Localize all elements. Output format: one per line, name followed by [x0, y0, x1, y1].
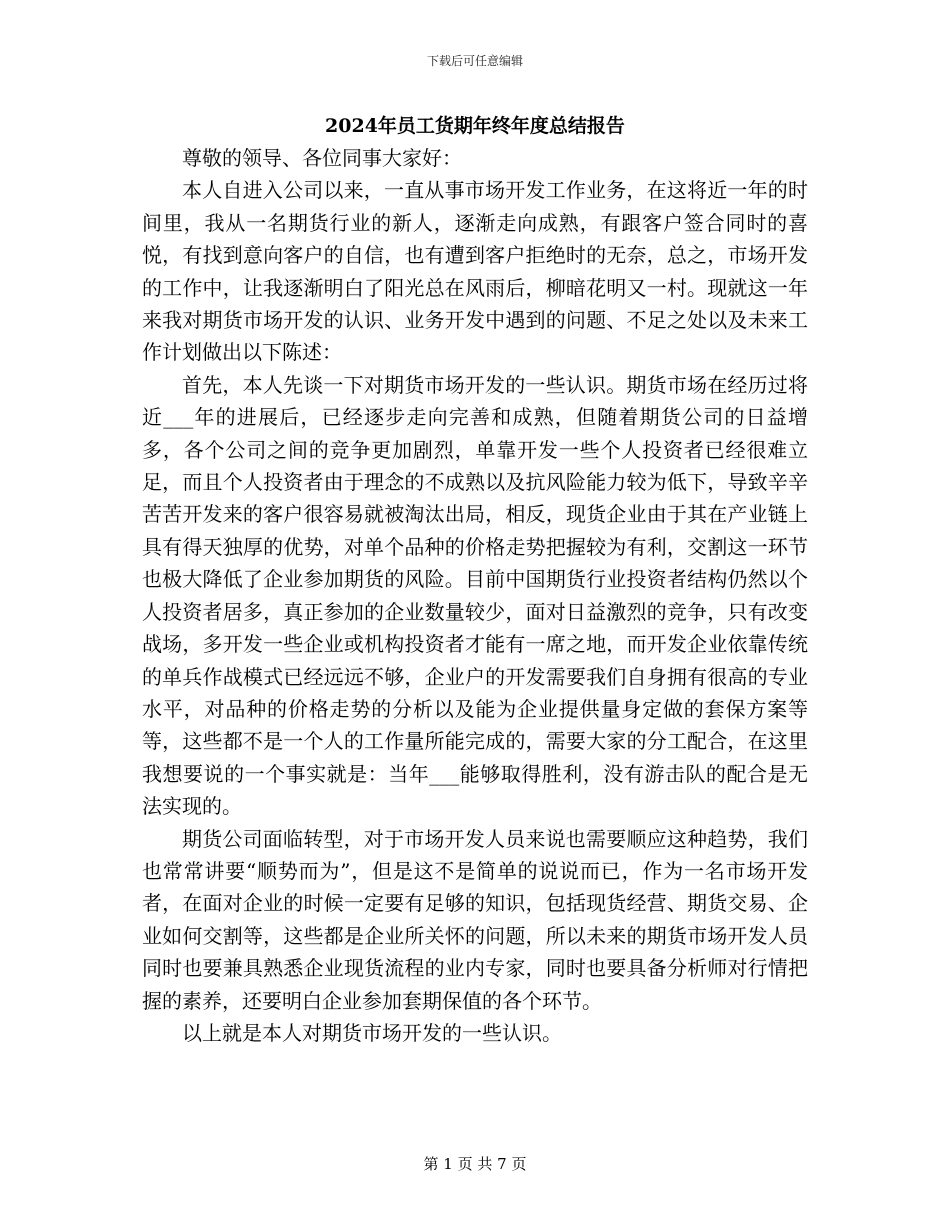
paragraph-conclusion: 以上就是本人对期货市场开发的一些认识。 — [182, 1020, 562, 1045]
page-number: 第 1 页 共 7 页 — [423, 1155, 527, 1173]
header-note: 下载后可任意编辑 — [426, 54, 523, 68]
paragraph-market-understanding: 首先，本人先谈一下对期货市场开发的一些认识。期货市场在经历过将近___年的进展后，已经逐步走向完善和成熟，但随着期货公司的日益增多，各个公司之间的竞争更加剧烈，单靠开发一些个人投资者已经很难立足，而且个人投资者由于理念的不成熟以及抗风险能力较为低下，导致辛辛苦苦开发来的客户很容易就被淘汰出局，相反，现货企业由于其在产业链上具有得天独厚的优势，对单个品种的价格走势把握较为有利，交割这一环节也极大降低了企业参加期货的风险。目前中国期货行业投资者结构仍然以个人投资者居多，真正参加的企业数量较少，面对日益激烈的竞争，只有改变战场，多开发一些企业或机构投资者才能有一席之地，而开发企业依靠传统的单兵作战模式已经远远不够，企业户的开发需要我们自身拥有很高的专业水平，对品种的价格走势的分析以及能为企业提供量身定做的套保方案等等，这些都不是一个人的工作量所能完成的，需要大家的分工配合，在这里我想要说的一个事实就是：当年___能够取得胜利，没有游击队的配合是无法实现的。 — [142, 372, 808, 819]
paragraph-intro: 本人自进入公司以来，一直从事市场开发工作业务，在这将近一年的时间里，我从一名期货行业的新人，逐渐走向成熟，有跟客户签合同时的喜悦，有找到意向客户的自信，也有遭到客户拒绝时的无奈，总之，市场开发的工作中，让我逐渐明白了阳光总在风雨后，柳暗花明又一村。现就这一年来我对期货市场开发的认识、业务开发中遇到的问题、不足之处以及未来工作计划做出以下陈述： — [142, 178, 808, 365]
paragraph-transformation: 期货公司面临转型，对于市场开发人员来说也需要顺应这种趋势，我们也常常讲要“顺势而为”，但是这不是简单的说说而已，作为一名市场开发者，在面对企业的时候一定要有足够的知识，包括现货经营、期货交易、企业如何交割等，这些都是企业所关怀的问题，所以未来的期货市场开发人员同时也要兼具熟悉企业现货流程的业内专家，同时也要具备分析师对行情把握的素养，还要明白企业参加套期保值的各个环节。 — [142, 826, 808, 1013]
document-body — [142, 142, 808, 1049]
paragraph-greeting: 尊敬的领导、各位同事大家好： — [182, 146, 462, 170]
document-title: 2024年员工货期年终年度总结报告 — [325, 115, 625, 137]
